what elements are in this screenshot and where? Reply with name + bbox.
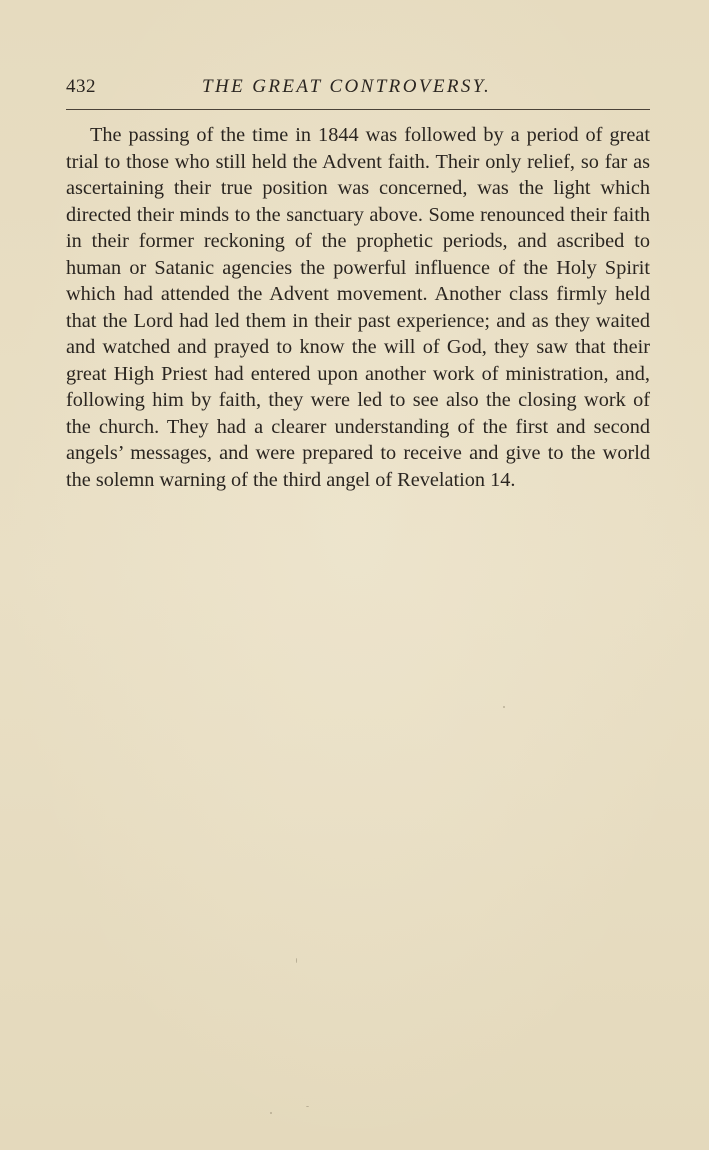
body-paragraph: The passing of the time in 1844 was followed by a period of great trial to those who still held the Advent faith. Their only relief, so far as ascertaining their true position was concerned, was the light which directed their minds to the sanctuary above. Some renounced their faith in their former reckoning of the prophetic periods, and ascribed to human or Satanic agencies the powerful influence of the Holy Spirit which had attended the Advent movement. Another class firmly held that the Lord had led them in their past experience; and as they waited and watched and prayed to know the will of God, they saw that their great High Priest had entered upon another work of ministration, and, following him by faith, they were led to see also the closing work of the church. They had a clearer understanding of the first and second angels’ messages, and were prepared to receive and give to the world the solemn warning of the third angel of Revelation 14. [66,124,650,491]
header-rule [66,109,650,110]
running-title: THE GREAT CONTROVERSY. [202,76,492,97]
paper-speck [270,1112,272,1114]
paper-speck [503,706,505,708]
page-number: 432 [66,76,96,97]
paper-speck [306,1106,309,1107]
paper-speck [296,958,297,963]
running-head [66,76,650,100]
